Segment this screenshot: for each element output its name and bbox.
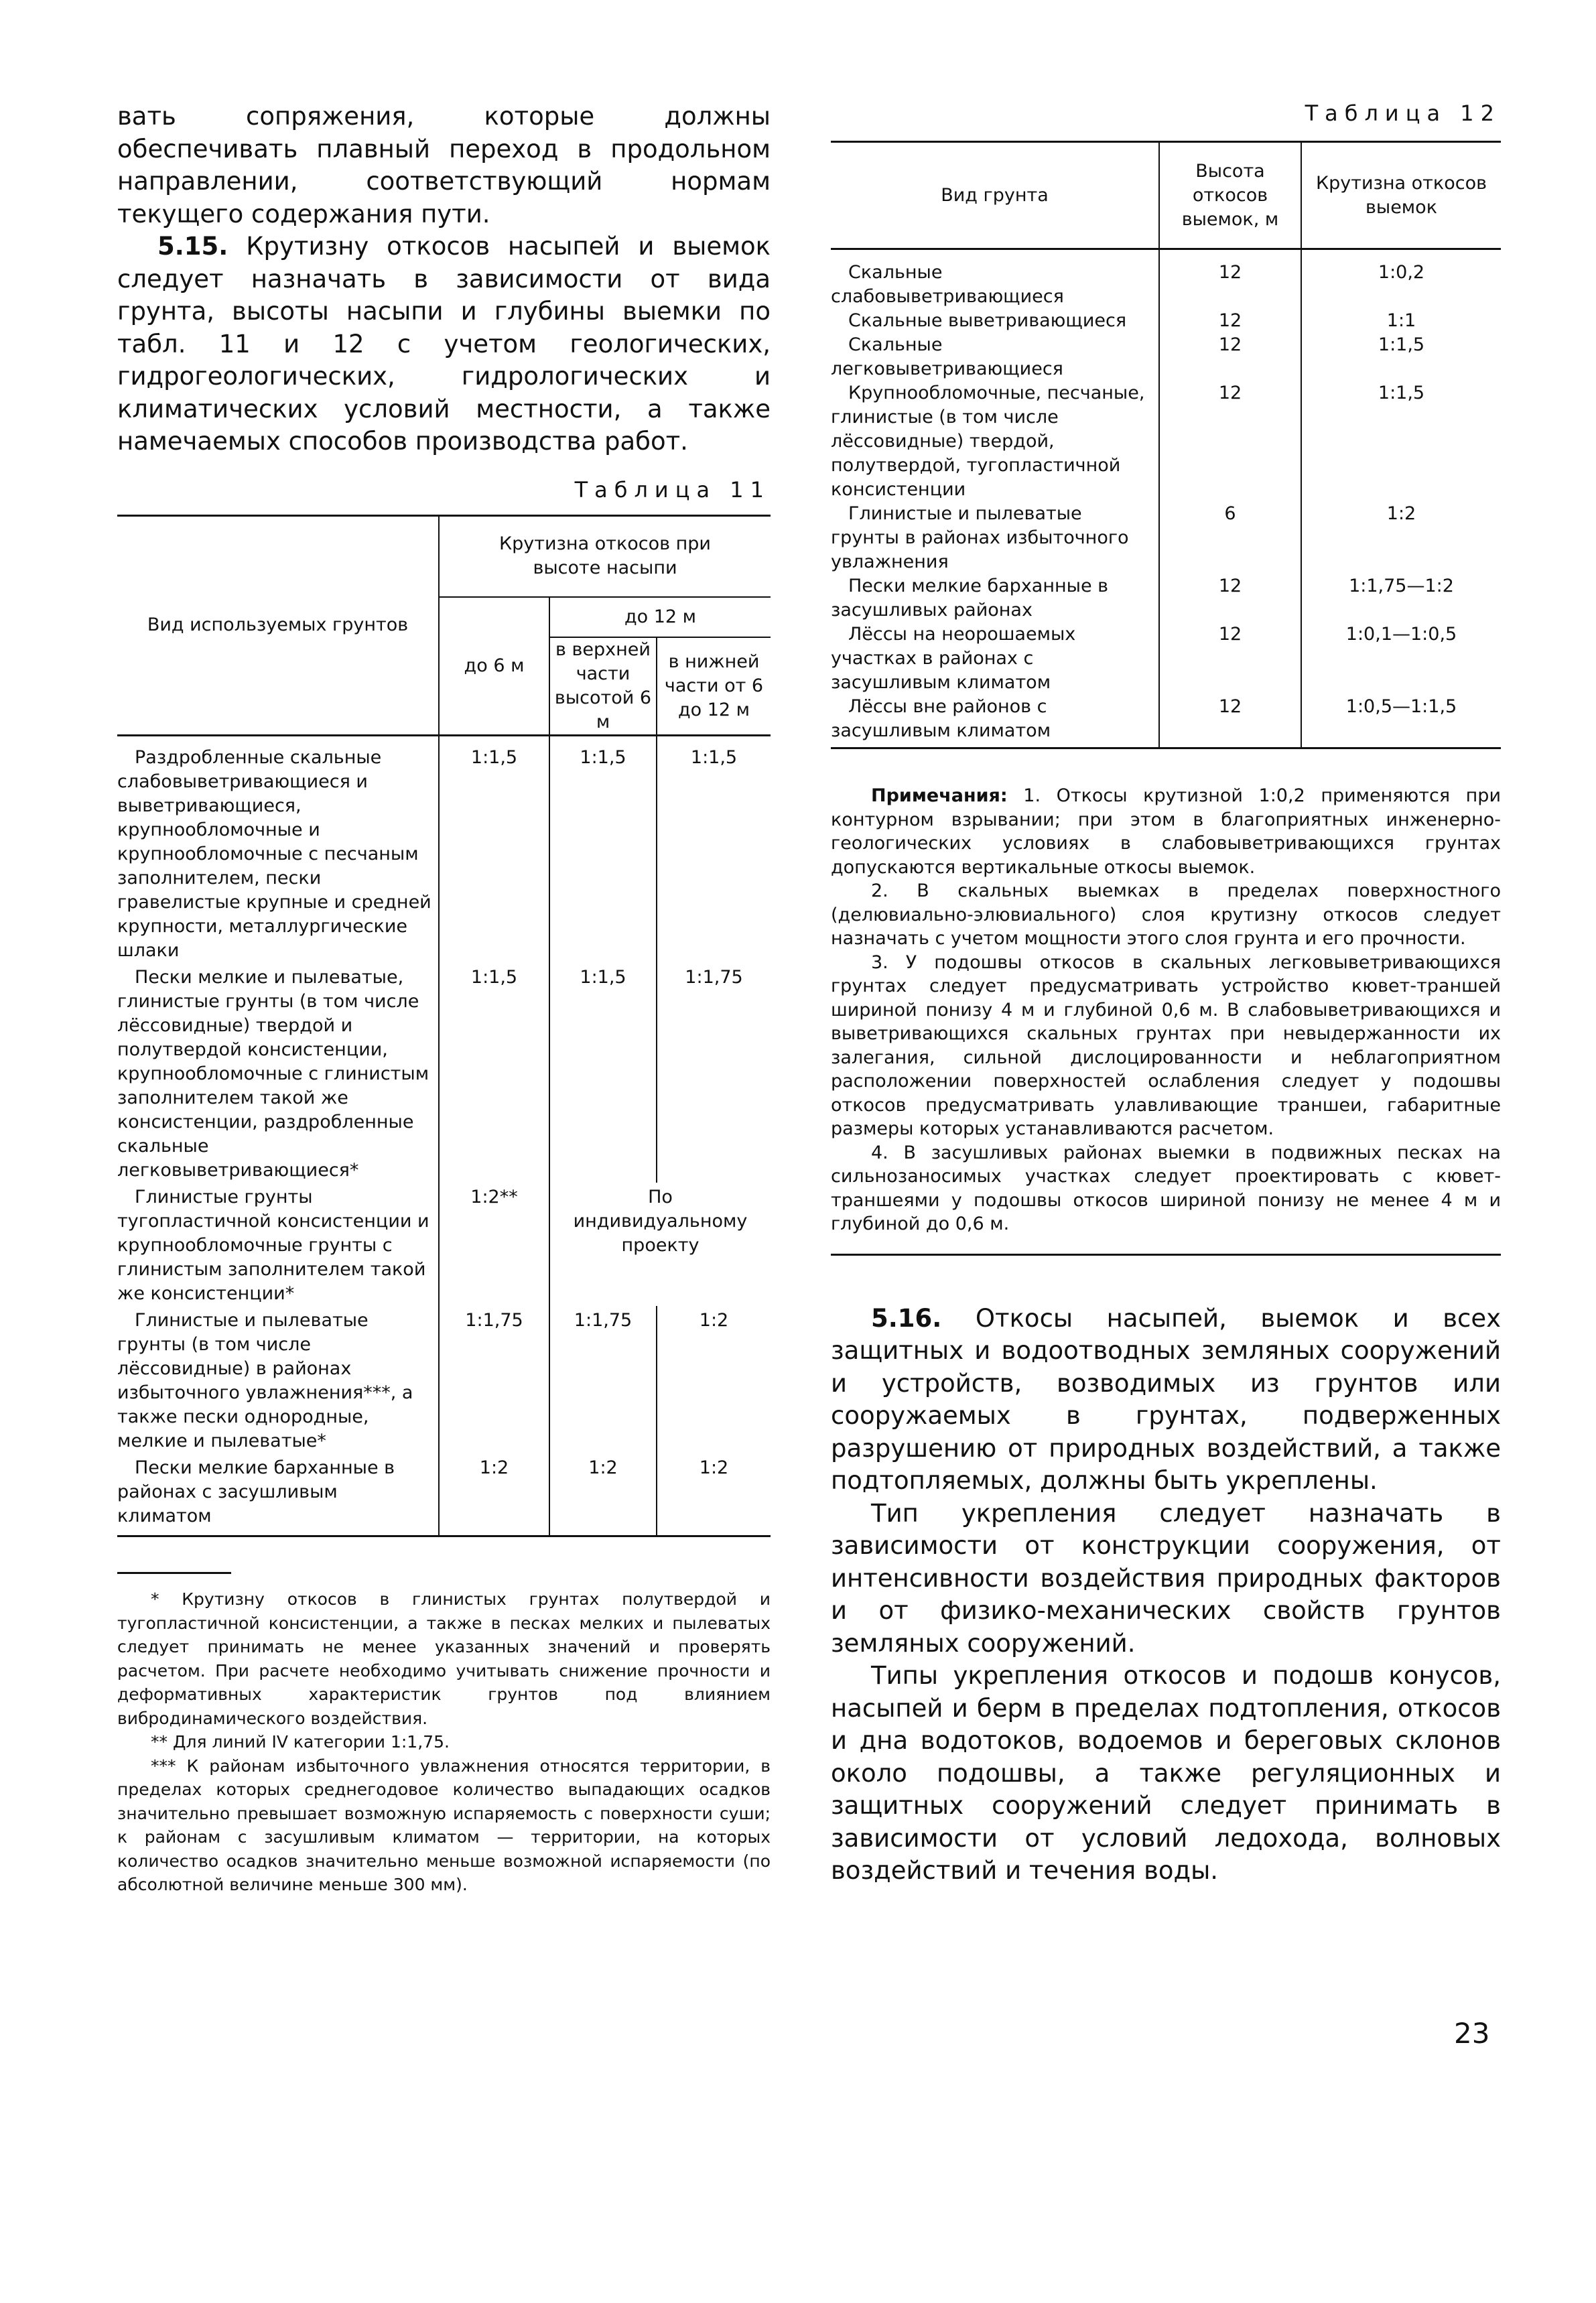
notes-divider: [831, 1254, 1501, 1256]
section-text: Крутизну откосов насыпей и выемок следует назначать в зависимости от вида грунта, высоты насыпи и глубины выемки по табл. 11 и 12 с учетом геологических, гидрогеологических, гидрологических и климатических условий местности, а также намечаемых способов производства работ.: [117, 232, 771, 456]
table-row: [831, 502, 1501, 574]
footnotes: [117, 1587, 771, 1897]
height-cell: 12: [1159, 622, 1301, 695]
table-row: [831, 333, 1501, 381]
note: 3. У подошвы откосов в скальных легковыветривающихся грунтах следует предусматривать устройство кювет-траншей шириной понизу 4 м и глубиной 0,6 м. В слабовыветривающихся и выветривающихся скальных грунтах при невыдержанности их залегания, сильной дислоцированности и неблагоприятном расположении поверхностей ослабления следует у подошвы откосов предусматривать улавливающие траншеи, габаритные размеры которых устанавливаются расчетом.: [831, 951, 1501, 1139]
header-soil: Вид используемых грунтов: [117, 515, 439, 736]
steepness-cell: 1:2: [1386, 503, 1416, 524]
header-to-6m: до 6 м: [439, 597, 549, 736]
value-cell: 1:1,5: [549, 736, 657, 964]
section-5-15: [117, 231, 771, 458]
height-cell: 6: [1159, 502, 1301, 574]
soil-cell: Скальные слабовыветривающиеся: [831, 249, 1159, 310]
section-5-16: [831, 1303, 1501, 1888]
left-column: [117, 101, 771, 1897]
steepness-cell: 1:1,75—1:2: [1349, 576, 1454, 596]
page-number: 23: [1454, 2017, 1490, 2050]
steepness-cell: 1:0,5—1:1,5: [1345, 696, 1457, 717]
table-12: [831, 141, 1501, 749]
table-12-caption: Таблица 12: [1305, 101, 1501, 126]
soil-cell: Глинистые и пылеватые грунты (в том числе лёссовидные) в районах избыточного увлажнения***, а также пески однородные, мелкие и пылеватые*: [117, 1306, 439, 1453]
header-steepness: Крутизна откосов выемок: [1301, 142, 1501, 249]
value-cell: 1:2: [439, 1453, 549, 1536]
soil-cell: Глинистые грунты тугопластичной консистенции и крупнообломочные грунты с глинистым заполнителем такой же консистенции*: [117, 1183, 439, 1306]
value-cell: 1:1,75: [549, 1306, 657, 1453]
table-row: [831, 695, 1501, 748]
section-number: 5.16.: [871, 1303, 942, 1333]
height-cell: 12: [1159, 381, 1301, 502]
footnote: ** Для линий IV категории 1:1,75.: [151, 1732, 450, 1752]
value-cell: 1:1,5: [549, 963, 657, 1183]
soil-cell: Пески мелкие и пылеватые, глинистые грунты (в том числе лёссовидные) твердой и полутвердой консистенции, крупнообломочные с глинистым заполнителем такой же консистенции, раздробленные скальные легковыветривающиеся*: [117, 963, 439, 1183]
table-row: [117, 736, 771, 964]
section-number: 5.15.: [157, 232, 228, 261]
table-row: [831, 249, 1501, 310]
merged-value-cell: По индивидуальному проекту: [573, 1187, 748, 1256]
table-row: [831, 381, 1501, 502]
intro-paragraph: вать сопряжения, которые должны обеспечивать плавный переход в продольном направлении, соответствующий нормам текущего содержания пути.: [117, 102, 771, 228]
value-cell: 1:1,5: [439, 736, 549, 964]
table-row: [117, 1453, 771, 1536]
soil-cell: Крупнообломочные, песчаные, глинистые (в том числе лёссовидные) твердой, полутвердой, тугопластичной консистенции: [831, 381, 1159, 502]
soil-cell: Лёссы вне районов с засушливым климатом: [831, 695, 1159, 748]
note: 2. В скальных выемках в пределах поверхностного (делювиально-элювиального) слоя крутизну откосов следует назначать с учетом мощности этого слоя грунта и его прочности.: [831, 880, 1501, 949]
soil-cell: Раздробленные скальные слабовыветривающиеся и выветривающиеся, крупнообломочные и крупнообломочные с песчаным заполнителем, пески гравелистые крупные и средней крупности, металлургические шлаки: [117, 736, 439, 964]
header-height: Высота откосов выемок, м: [1159, 142, 1301, 249]
table-11-caption: Таблица 11: [574, 476, 771, 503]
paragraph: Типы укрепления откосов и подошв конусов, насыпей и берм в пределах подтопления, откосов и дна водотоков, водоемов и береговых склонов около подошвы, а также регуляционных и защитных сооружений следует принимать в зависимости от условий ледохода, волновых воздействий и течения воды.: [831, 1661, 1501, 1885]
header-lower: в нижней части от 6 до 12 м: [657, 637, 771, 736]
value-cell: 1:2: [699, 1457, 729, 1478]
table-row: [831, 622, 1501, 695]
paragraph: Тип укрепления следует назначать в зависимости от конструкции сооружения, от интенсивности воздействия природных факторов и от физико-механических свойств грунтов земляных сооружений.: [831, 1498, 1501, 1658]
value-cell: 1:1,5: [690, 747, 738, 768]
soil-cell: Глинистые и пылеватые грунты в районах избыточного увлажнения: [831, 502, 1159, 574]
table-row: [831, 574, 1501, 622]
height-cell: 12: [1159, 309, 1301, 333]
note: [831, 784, 1501, 879]
note-text: 1. Откосы крутизной 1:0,2 применяются при контурном взрывании; при этом в благоприятных инженерно-геологических условиях в слабовыветривающихся грунтах допускаются вертикальные откосы выемок.: [831, 785, 1501, 878]
soil-cell: Скальные легковыветривающиеся: [831, 333, 1159, 381]
steepness-cell: 1:1: [1386, 310, 1416, 331]
right-column: [831, 101, 1501, 1888]
soil-cell: Пески мелкие барханные в районах с засушливым климатом: [117, 1453, 439, 1536]
soil-cell: Лёссы на неорошаемых участках в районах с засушливым климатом: [831, 622, 1159, 695]
value-cell: 1:2: [699, 1310, 729, 1331]
table-12-notes: [831, 784, 1501, 1236]
height-cell: 12: [1159, 574, 1301, 622]
soil-cell: Скальные выветривающиеся: [831, 309, 1159, 333]
header-soil: Вид грунта: [831, 142, 1159, 249]
notes-label: Примечания:: [871, 785, 1008, 806]
header-to-12m: до 12 м: [549, 597, 771, 637]
steepness-cell: 1:0,2: [1378, 262, 1425, 283]
table-row: [831, 309, 1501, 333]
height-cell: 12: [1159, 695, 1301, 748]
value-cell: 1:1,75: [439, 1306, 549, 1453]
steepness-cell: 1:1,5: [1378, 383, 1425, 403]
value-cell: 1:1,5: [439, 963, 549, 1183]
height-cell: 12: [1159, 333, 1301, 381]
header-upper: в верхней части высотой 6 м: [549, 637, 657, 736]
footnote: * Крутизну откосов в глинистых грунтах полутвердой и тугопластичной консистенции, а также в песках мелких и пылеватых следует принимать не менее указанных значений и проверять расчетом. При расчете необходимо учитывать снижение прочности и деформативных характеристик грунтов под влиянием вибродинамического воздействия.: [117, 1589, 771, 1728]
height-cell: 12: [1159, 249, 1301, 310]
table-11: [117, 515, 771, 1538]
steepness-cell: 1:1,5: [1378, 334, 1425, 355]
footnote-divider: [117, 1572, 231, 1574]
section-paragraph: [831, 1303, 1501, 1498]
value-cell: 1:2: [549, 1453, 657, 1536]
steepness-cell: 1:0,1—1:0,5: [1345, 624, 1457, 645]
header-steepness: Крутизна откосов при высоте насыпи: [439, 515, 771, 597]
footnote: *** К районам избыточного увлажнения относятся территории, в пределах которых среднегодовое количество выпадающих осадков значительно превышает возможную испаряемость с поверхности суши; к районам с засушливым климатом — территории, на которых количество осадков значительно меньше возможной испаряемости (по абсолютной величине меньше 300 мм).: [117, 1756, 771, 1894]
note: 4. В засушливых районах выемки в подвижных песках на сильнозаносимых участках следует проектировать с кювет-траншеями у подошвы откосов шириной понизу не менее 4 м и глубиной до 0,6 м.: [831, 1142, 1501, 1234]
value-cell: 1:2**: [439, 1183, 549, 1306]
table-row: [117, 1183, 771, 1306]
soil-cell: Пески мелкие барханные в засушливых районах: [831, 574, 1159, 622]
section-text: Откосы насыпей, выемок и всех защитных и водоотводных земляных сооружений и устройств, возводимых из грунтов или сооружаемых в грунтах, подверженных разрушению от природных воздействий, а также подтопляемых, должны быть укреплены.: [831, 1303, 1502, 1495]
table-row: [117, 1306, 771, 1453]
value-cell: 1:1,75: [685, 967, 743, 988]
table-row: [117, 963, 771, 1183]
